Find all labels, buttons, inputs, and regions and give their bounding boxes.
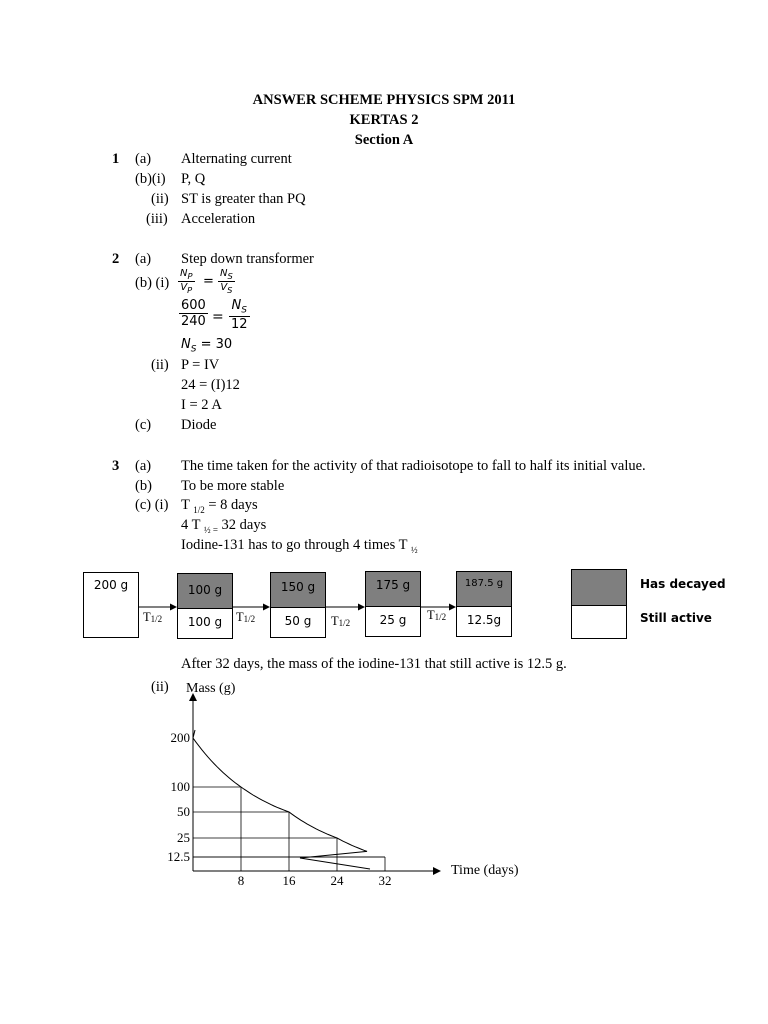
initial-sample-box: 200 g bbox=[83, 572, 139, 638]
q1-biii-answer: Acceleration bbox=[181, 211, 256, 227]
active-portion: 100 g bbox=[187, 615, 223, 629]
q3-b-label: (b) bbox=[135, 478, 152, 494]
q1-biii-label: (iii) bbox=[146, 211, 168, 227]
doc-title: ANSWER SCHEME PHYSICS SPM 2011 bbox=[252, 92, 516, 108]
legend-active-label: Still active bbox=[640, 611, 712, 625]
y-tick-label: 12.5 bbox=[167, 849, 190, 864]
q3-cii-label: (ii) bbox=[151, 679, 169, 695]
eq2-left-fraction: $\frac{600}{240}$ bbox=[181, 298, 206, 329]
y-axis-label: Mass (g) bbox=[186, 681, 236, 696]
q1-number: 1 bbox=[112, 151, 120, 167]
q2-a-label: (a) bbox=[135, 251, 152, 267]
active-portion: 12.5g bbox=[466, 613, 502, 627]
x-axis-label: Time (days) bbox=[451, 863, 519, 878]
q2-number: 2 bbox=[112, 251, 120, 267]
eq1-equals: = bbox=[203, 274, 214, 289]
q2-c-answer: Diode bbox=[181, 417, 217, 433]
q2-bii-label: (ii) bbox=[151, 357, 169, 373]
y-tick-label: 200 bbox=[170, 730, 190, 745]
q2-bii-line3: I = 2 A bbox=[181, 397, 222, 413]
q2-bi-label: (b) (i) bbox=[135, 275, 170, 291]
q3-b-answer: To be more stable bbox=[181, 478, 285, 494]
half-life-label-2: $T_{1/2}$ bbox=[236, 610, 256, 624]
q3-ci-line2: 4 T $_{\frac{1}{2} =}$ 32 days bbox=[181, 517, 267, 535]
q3-ci-label: (c) (i) bbox=[135, 497, 169, 513]
y-tick-label: 25 bbox=[177, 830, 190, 845]
q3-number: 3 bbox=[112, 458, 120, 474]
q1-bii-answer: ST is greater than PQ bbox=[181, 191, 306, 207]
q1-a-answer: Alternating current bbox=[181, 151, 292, 167]
q2-bii-line1: P = IV bbox=[181, 357, 220, 373]
y-tick-label: 100 bbox=[170, 779, 190, 794]
q3-after-text: After 32 days, the mass of the iodine-131 that still active is 12.5 g. bbox=[181, 656, 567, 672]
legend-decayed-label: Has decayed bbox=[640, 577, 726, 591]
decayed-portion: 150 g bbox=[271, 573, 325, 608]
x-tick-label: 16 bbox=[282, 873, 296, 888]
x-tick-label: 8 bbox=[237, 873, 245, 888]
eq1-left-fraction: $\frac{N_P}{V_P}$ bbox=[180, 268, 193, 295]
eq1-right-fraction: $\frac{N_S}{V_S}$ bbox=[220, 268, 233, 295]
y-tick-label: 50 bbox=[177, 804, 190, 819]
decayed-portion: 100 g bbox=[178, 574, 232, 609]
q3-a-answer: The time taken for the activity of that radioisotope to fall to half its initial value. bbox=[181, 458, 646, 474]
half-life-label-4: $T_{1/2}$ bbox=[427, 608, 447, 622]
q3-ci-line3: Iodine-131 has to go through 4 times T $_{\frac{1}{2}}$ bbox=[181, 537, 418, 555]
q1-bi-label: (b)(i) bbox=[135, 171, 166, 187]
q3-a-label: (a) bbox=[135, 458, 152, 474]
half-life-label-1: $T_{1/2}$ bbox=[143, 610, 163, 624]
q2-a-answer: Step down transformer bbox=[181, 251, 314, 267]
half-life-label-3: $T_{1/2}$ bbox=[331, 614, 351, 628]
q1-bi-answer: P, Q bbox=[181, 171, 206, 187]
eq2-right-fraction: $\frac{N_S}{12}$ bbox=[231, 298, 248, 332]
active-portion: 25 g bbox=[379, 613, 407, 627]
q2-bii-line2: 24 = (I)12 bbox=[181, 377, 240, 393]
active-portion: 50 g bbox=[284, 614, 312, 628]
x-tick-label: 32 bbox=[378, 873, 392, 888]
eq2-equals: = bbox=[212, 309, 224, 325]
q1-bii-label: (ii) bbox=[151, 191, 169, 207]
eq3-result: $N_S = 30$ bbox=[181, 337, 233, 355]
q2-c-label: (c) bbox=[135, 417, 152, 433]
decayed-portion: 187.5 g bbox=[457, 572, 511, 607]
decayed-portion: 175 g bbox=[366, 572, 420, 607]
x-tick-label: 24 bbox=[330, 873, 344, 888]
decay-curve bbox=[193, 730, 370, 869]
q1-a-label: (a) bbox=[135, 151, 152, 167]
section-title: Section A bbox=[354, 132, 414, 148]
q3-ci-line1: T $_{1/2}$ = 8 days bbox=[181, 497, 258, 515]
paper-title: KERTAS 2 bbox=[349, 112, 419, 128]
